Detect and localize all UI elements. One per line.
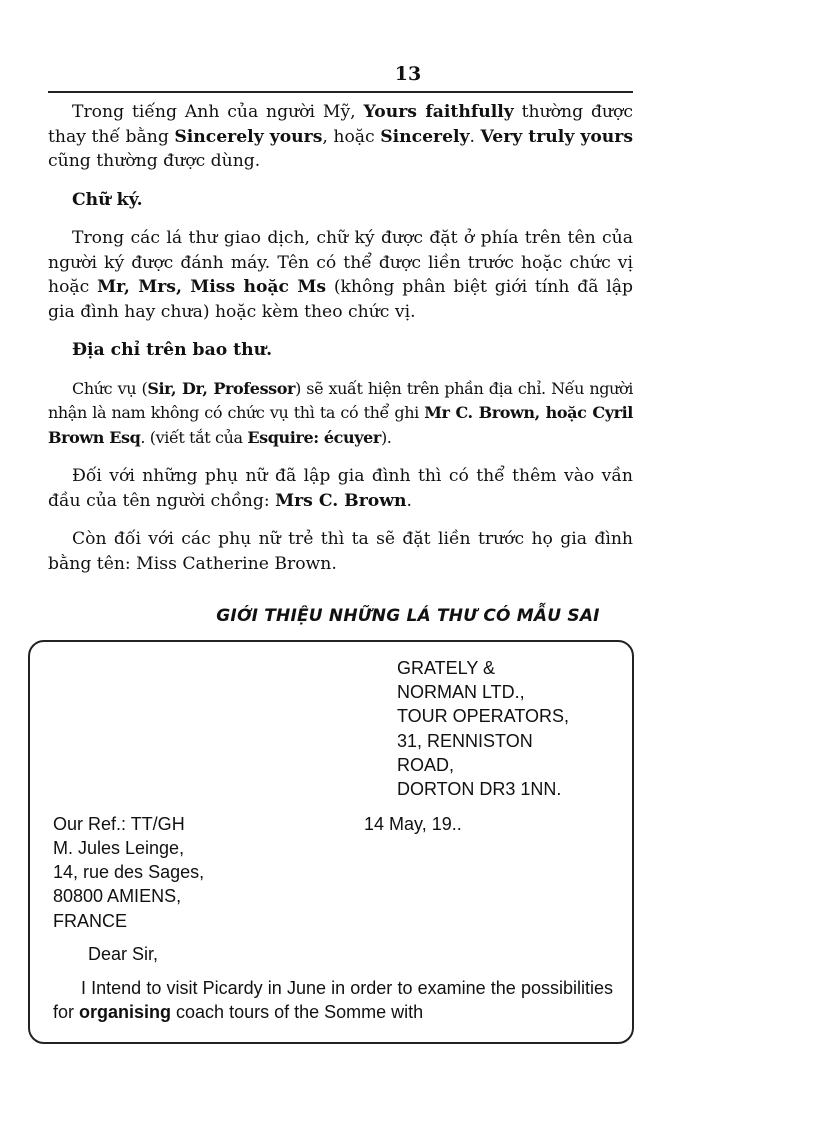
letter-body: I Intend to visit Picardy in June in order to examine the possibilities for organising coach tours of the Somme with xyxy=(53,978,613,1023)
paragraph-american-closings: Trong tiếng Anh của người Mỹ, Yours faithfully thường được thay thế bằng Sincerely yours, hoặc Sincerely. Very truly yours cũng thường được dùng. xyxy=(48,102,634,171)
paragraph-envelope-address: Chức vụ (Sir, Dr, Professor) sẽ xuất hiện trên phần địa chỉ. Nếu người nhận là nam không có chức vụ thì ta có thể ghi Mr C. Brown, hoặc Cyril Brown Esq. (viết tắt của Esquire: écuyer). xyxy=(48,378,633,447)
section-title: GIỚI THIỆU NHỮNG LÁ THƯ CÓ MẪU SAI xyxy=(216,606,600,626)
letter-greeting: Dear Sir, xyxy=(88,944,159,964)
sender-address-line: ROAD, xyxy=(397,754,455,775)
body-text xyxy=(48,100,633,590)
sender-address-line: TOUR OPERATORS, xyxy=(397,706,570,727)
sender-address-line: GRATELY & xyxy=(397,658,496,678)
sender-address-line: DORTON DR3 1NN. xyxy=(397,778,562,799)
sender-address xyxy=(397,656,569,801)
paragraph-young-women: Còn đối với các phụ nữ trẻ thì ta sẽ đặt liền trước họ gia đình bằng tên: Miss Catherine Brown. xyxy=(48,529,633,574)
recipient-address-line: 80800 AMIENS, xyxy=(53,886,182,907)
heading-envelope-address: Địa chỉ trên bao thư. xyxy=(72,340,273,360)
letter-reference: Our Ref.: TT/GH xyxy=(53,814,185,834)
sample-letter-box xyxy=(28,640,634,1044)
heading-signature: Chữ ký. xyxy=(72,189,143,210)
paragraph-married-women: Đối với những phụ nữ đã lập gia đình thì có thể thêm vào vần đầu của tên người chồng: Mrs C. Brown. xyxy=(48,466,633,511)
recipient-address xyxy=(53,836,204,933)
recipient-address-line: M. Jules Leinge, xyxy=(53,838,185,858)
sender-address-line: NORMAN LTD., xyxy=(397,682,525,703)
page-number: 13 xyxy=(394,63,422,85)
recipient-address-line: FRANCE xyxy=(53,910,128,931)
sender-address-line: 31, RENNISTON xyxy=(397,730,533,751)
recipient-address-line: 14, rue des Sages, xyxy=(53,862,205,883)
header-rule xyxy=(48,91,633,93)
paragraph-signature: Trong các lá thư giao dịch, chữ ký được đặt ở phía trên tên của người ký được đánh máy. Tên có thể được liền trước hoặc chức vị hoặc Mr, Mrs, Miss hoặc Ms (không phân biệt giới tính đã lập gia đình hay chưa) hoặc kèm theo chức vị. xyxy=(48,228,633,322)
letter-date: 14 May, 19.. xyxy=(364,814,462,834)
